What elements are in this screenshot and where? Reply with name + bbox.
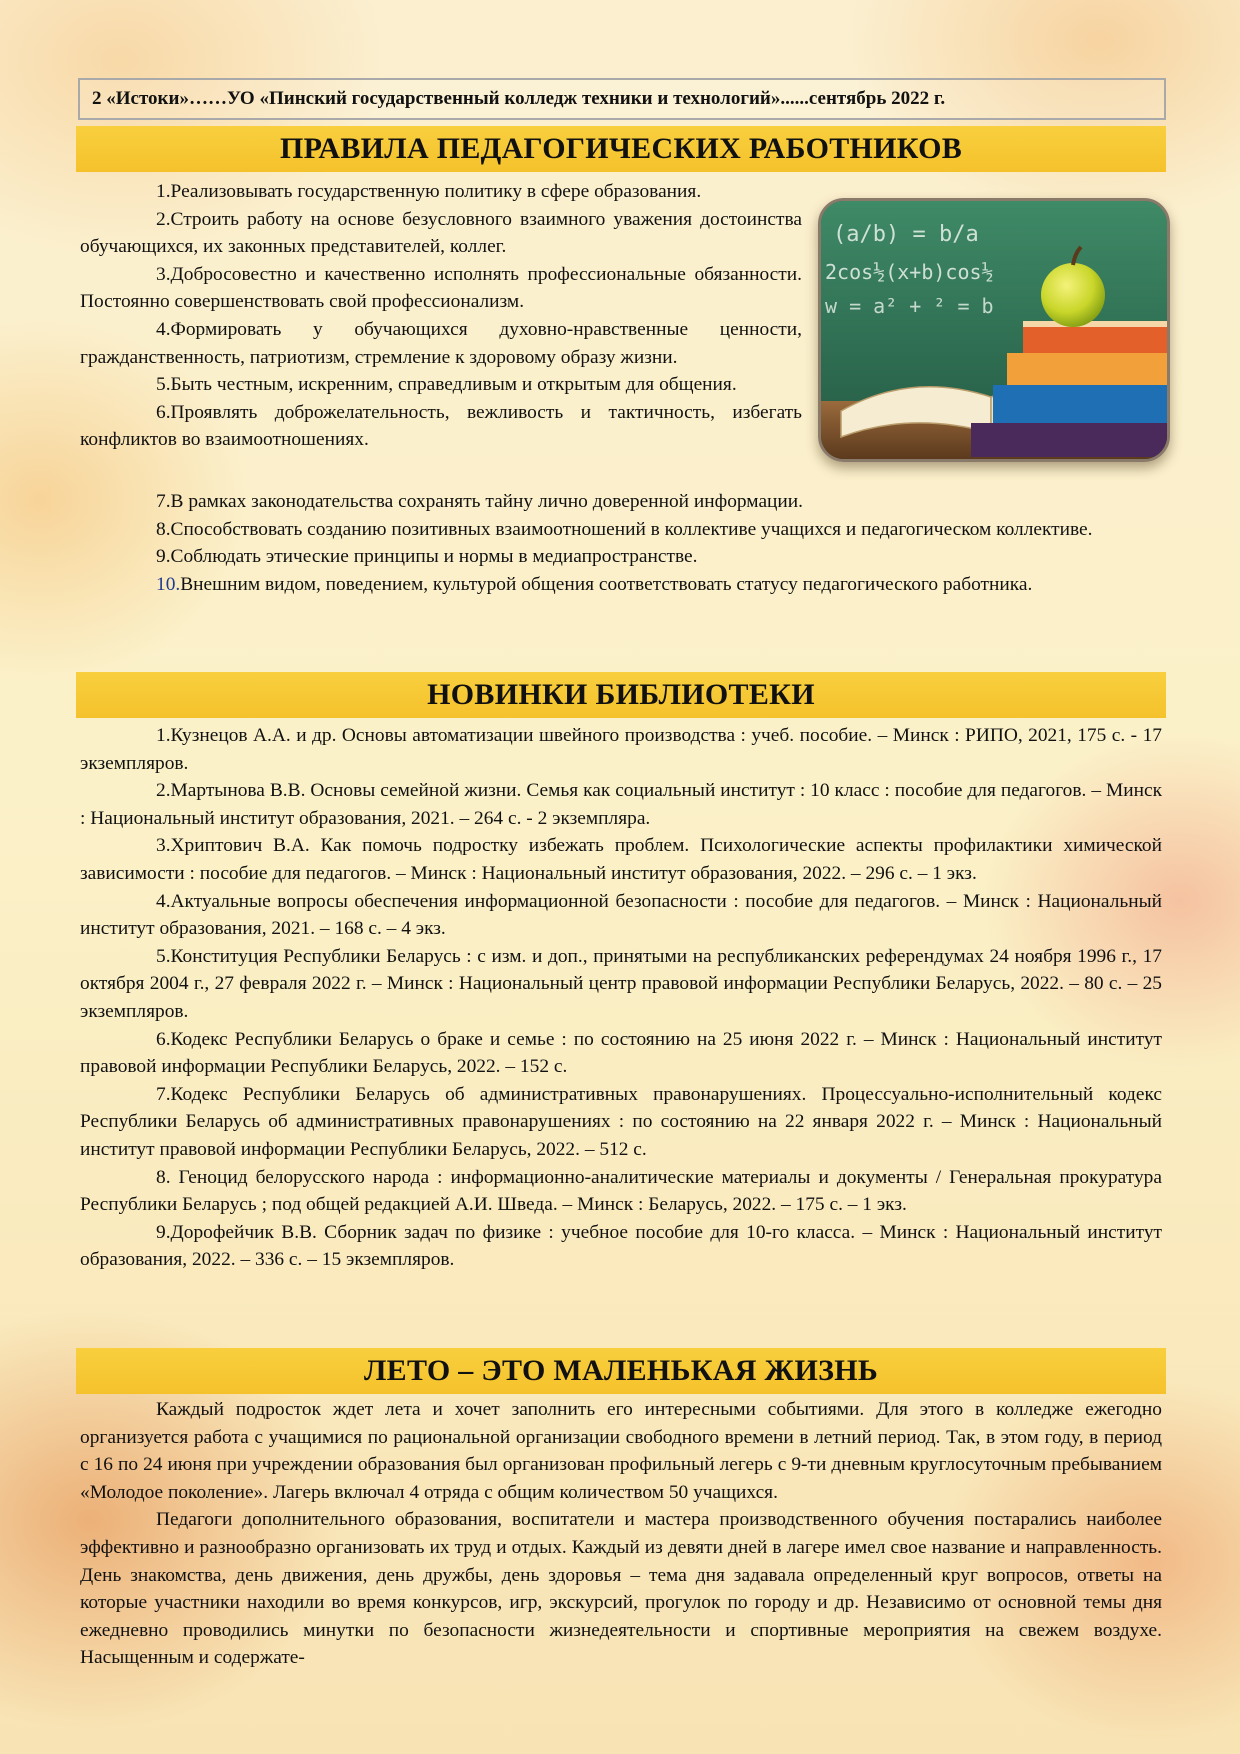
- board-formula-1: (a/b) = b/a: [833, 222, 979, 247]
- rule-item: 8.Способствовать созданию позитивных взаимоотношений в коллективе учащихся и педагогическом коллективе.: [156, 518, 1093, 540]
- library-item: 2.Мартынова В.В. Основы семейной жизни. Семья как социальный институт : 10 класс : пособие для педагогов. – Минск : Национальный институт образования, 2021. – 264 с. - 2 экземпляра.: [80, 780, 1162, 829]
- library-item: 4.Актуальные вопросы обеспечения информационной безопасности : пособие для педагогов. – Минск : Национальный институт образования, 2021. – 168 с. – 4 экз.: [80, 890, 1162, 940]
- rules-list-bottom: [80, 488, 1162, 598]
- library-list: [80, 722, 1162, 1274]
- section-title-rules: ПРАВИЛА ПЕДАГОГИЧЕСКИХ РАБОТНИКОВ: [76, 126, 1166, 172]
- rule-10-number: 10.: [156, 573, 181, 595]
- header-text: 2 «Истоки»……УО «Пинский государственный колледж техники и технологий»......сентябрь 2022 г.: [92, 88, 946, 109]
- section-title-summer: ЛЕТО – ЭТО МАЛЕНЬКАЯ ЖИЗНЬ: [76, 1348, 1166, 1394]
- article-paragraph: Педагоги дополнительного образования, воспитатели и мастера производственного обучения постарались наиболее эффективно и разнообразно организовать их труд и отдых. Каждый из девяти дней в лагере имел свое название и направленность. День знакомства, день движения, день дружбы, день здоровья – тема дня задавала определенный круг вопросов, ответы на которые участники находили во время конкурсов, игр, экскурсий, прогулок по городу и др. Независимо от основной темы дня ежедневно проводились минутки по безопасности жизнедеятельности и спортивные мероприятия на свежем воздухе. Насыщенным и содержате-: [80, 1509, 1162, 1669]
- chalkboard-books-illustration: [821, 201, 1167, 459]
- rule-item: 3.Добросовестно и качественно исполнять профессиональные обязанности. Постоянно совершенствовать свой профессионализм.: [80, 263, 802, 313]
- rule-item: 5.Быть честным, искренним, справедливым и открытым для общения.: [156, 374, 737, 396]
- library-item: 6.Кодекс Республики Беларусь о браке и семье : по состоянию на 25 июня 2022 г. – Минск : Национальный институт правовой информации Республики Беларусь, 2022. – 152 с.: [80, 1028, 1162, 1078]
- library-item: 3.Хриптович В.А. Как помочь подростку избежать проблем. Психологические аспекты профилактики химической зависимости : пособие для педагогов. – Минск : Национальный институт образования, 2022. – 296 с. – 1 экз.: [80, 835, 1162, 884]
- board-formula-2: 2cos½(x+b)cos½: [825, 260, 994, 284]
- rule-item: 1.Реализовывать государственную политику в сфере образования.: [156, 181, 702, 202]
- library-item: 5.Конституция Республики Беларусь : с изм. и доп., принятыми на республиканских референдумах 24 ноября 1996 г., 17 октября 2004 г., 27 февраля 2022 г. – Минск : Национальный центр правовой информации Республики Беларусь, 2022. – 80 с. – 25 экземпляров.: [80, 945, 1162, 1022]
- rule-item: 9.Соблюдать этические принципы и нормы в медиапространстве.: [156, 546, 698, 568]
- library-item: 1.Кузнецов А.А. и др. Основы автоматизации швейного производства : учеб. пособие. – Минск : РИПО, 2021, 175 с. - 17 экземпляров.: [80, 725, 1162, 774]
- rule-item: 2.Строить работу на основе безусловного взаимного уважения достоинства обучающихся, их законных представителей, коллег.: [80, 208, 802, 258]
- library-item: 8. Геноцид белорусского народа : информационно-аналитические материалы и документы / Генеральная прокуратура Республики Беларусь ; под общей редакцией А.И. Шведа. – Минск : Беларусь, 2022. – 175 с. – 1 экз.: [80, 1166, 1162, 1216]
- section-title-library: НОВИНКИ БИБЛИОТЕКИ: [76, 672, 1166, 718]
- school-books-apple-picture: [818, 198, 1170, 462]
- rule-10-text: Внешним видом, поведением, культурой общения соответствовать статусу педагогического работника.: [180, 573, 1033, 595]
- rule-item: 7.В рамках законодательства сохранять тайну лично доверенной информации.: [156, 491, 804, 512]
- summer-article: [80, 1396, 1162, 1672]
- article-paragraph: Каждый подросток ждет лета и хочет заполнить его интересными событиями. Для этого в колледже ежегодно организуется работа с учащимися по рациональной организации свободного времени в летний период. Так, в этом году, в период с 16 по 24 июня при учреждении образования был организован профильный легерь с 9-ти дневным круглосуточным пребыванием «Молодое поколение». Лагерь включал 4 отряда с общим количеством 50 учащихся.: [80, 1399, 1162, 1503]
- board-formula-3: w = a² + ² = b: [825, 294, 994, 318]
- library-item: 7.Кодекс Республики Беларусь об административных правонарушениях. Процессуально-исполнительный кодекс Республики Беларусь об административных правонарушениях : по состоянию на 22 января 2022 г. – Минск : Национальный институт правовой информации Республики Беларусь, 2022. – 512 с.: [80, 1083, 1162, 1160]
- page-header: [78, 78, 1166, 120]
- rule-item-10: [80, 571, 1162, 599]
- library-item: 9.Дорофейчик В.В. Сборник задач по физике : учебное пособие для 10-го класса. – Минск : Национальный институт образования, 2022. – 336 с. – 15 экземпляров.: [80, 1221, 1162, 1271]
- rules-list-top: [80, 178, 802, 454]
- rule-item: 6.Проявлять доброжелательность, вежливость и тактичность, избегать конфликтов во взаимоотношениях.: [80, 401, 802, 451]
- rule-item: 4.Формировать у обучающихся духовно-нравственные ценности, гражданственность, патриотизм, стремление к здоровому образу жизни.: [80, 318, 802, 368]
